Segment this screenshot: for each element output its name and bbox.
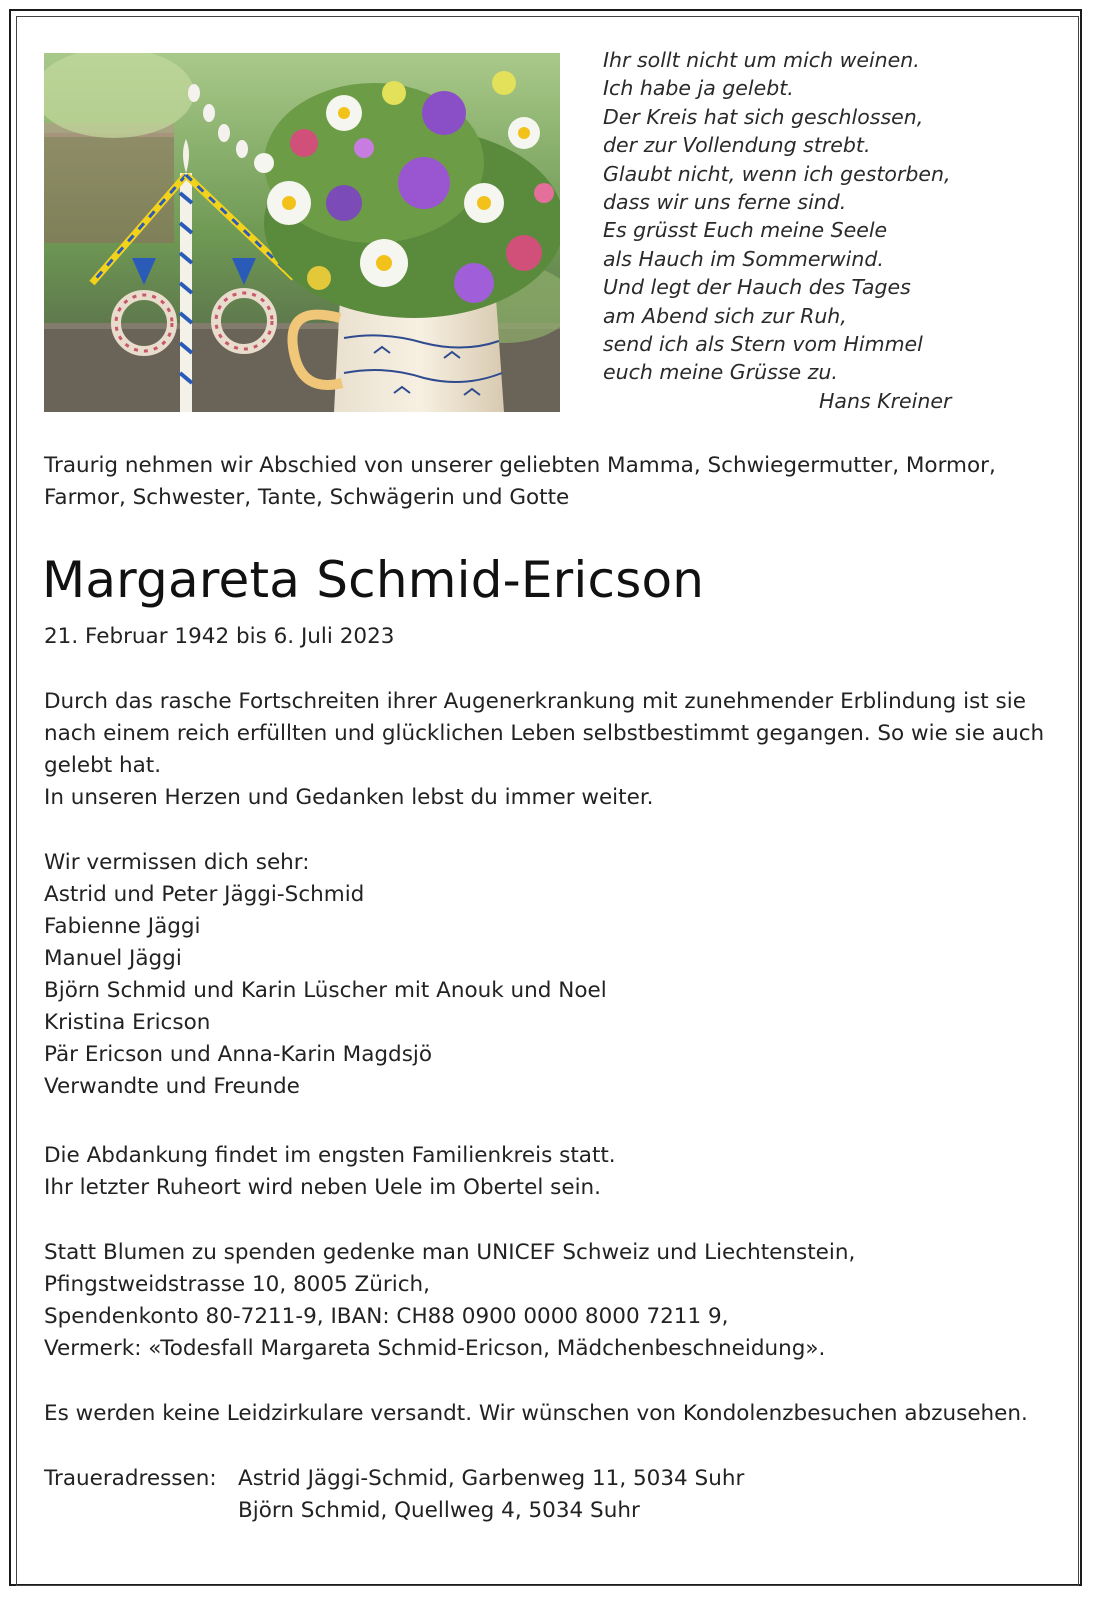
poem-line: am Abend sich zur Ruh,	[603, 303, 847, 328]
funeral-line: Die Abdankung findet im engsten Familienkreis statt.	[44, 1143, 616, 1168]
poem-author: Hans Kreiner	[819, 389, 952, 413]
message-line: gelebt hat.	[44, 753, 162, 778]
poem-line: Es grüsst Euch meine Seele	[603, 218, 888, 243]
poem-line: als Hauch im Sommerwind.	[603, 246, 884, 271]
mourners-heading: Wir vermissen dich sehr:	[44, 850, 310, 875]
flower-bouquet-photo	[44, 53, 560, 412]
mourner-name: Astrid und Peter Jäggi-Schmid	[44, 882, 365, 907]
donation-line: Vermerk: «Todesfall Margareta Schmid-Ericson, Mädchenbeschneidung».	[44, 1336, 826, 1361]
mourner-name: Kristina Ericson	[44, 1010, 211, 1035]
poem-line: Glaubt nicht, wenn ich gestorben,	[603, 161, 951, 186]
message-line: Durch das rasche Fortschreiten ihrer Augenerkrankung mit zunehmender Erblindung ist sie	[44, 689, 1026, 714]
poem-line: Und legt der Hauch des Tages	[603, 275, 911, 300]
deceased-name: Margareta Schmid-Ericson	[42, 551, 705, 609]
addresses-label: Traueradressen:	[44, 1466, 217, 1491]
intro-line: Traurig nehmen wir Abschied von unserer geliebten Mamma, Schwiegermutter, Mormor,	[44, 453, 996, 478]
poem-line: Ihr sollt nicht um mich weinen.	[603, 48, 920, 72]
life-dates: 21. Februar 1942 bis 6. Juli 2023	[44, 624, 395, 649]
poem	[603, 46, 1023, 387]
donation-line: Statt Blumen zu spenden gedenke man UNICEF Schweiz und Liechtenstein,	[44, 1240, 856, 1265]
poem-line: dass wir uns ferne sind.	[603, 190, 847, 215]
intro-line: Farmor, Schwester, Tante, Schwägerin und Gotte	[44, 485, 570, 510]
notice-text: Es werden keine Leidzirkulare versandt. Wir wünschen von Kondolenzbesuchen abzusehen.	[44, 1401, 1028, 1426]
mourner-name: Pär Ericson und Anna-Karin Magdsjö	[44, 1042, 433, 1067]
mourner-name: Verwandte und Freunde	[44, 1074, 300, 1099]
poem-line: Ich habe ja gelebt.	[603, 76, 794, 101]
donation-line: Spendenkonto 80-7211-9, IBAN: CH88 0900 0000 8000 7211 9,	[44, 1304, 729, 1329]
poem-line: der zur Vollendung strebt.	[603, 133, 871, 158]
funeral-line: Ihr letzter Ruheort wird neben Uele im Obertel sein.	[44, 1175, 602, 1200]
mourner-name: Fabienne Jäggi	[44, 914, 201, 939]
poem-line: send ich als Stern vom Himmel	[603, 332, 923, 357]
address-line: Astrid Jäggi-Schmid, Garbenweg 11, 5034 Suhr	[238, 1466, 745, 1491]
message-line: nach einem reich erfüllten und glücklichen Leben selbstbestimmt gegangen. So wie sie auch	[44, 721, 1045, 746]
poem-line: Der Kreis hat sich geschlossen,	[603, 104, 924, 129]
donation-line: Pfingstweidstrasse 10, 8005 Zürich,	[44, 1272, 430, 1297]
poem-line: euch meine Grüsse zu.	[603, 360, 838, 385]
mourner-name: Manuel Jäggi	[44, 946, 182, 971]
message-line: In unseren Herzen und Gedanken lebst du immer weiter.	[44, 785, 654, 810]
mourner-name: Björn Schmid und Karin Lüscher mit Anouk und Noel	[44, 978, 607, 1003]
address-line: Björn Schmid, Quellweg 4, 5034 Suhr	[238, 1498, 640, 1523]
